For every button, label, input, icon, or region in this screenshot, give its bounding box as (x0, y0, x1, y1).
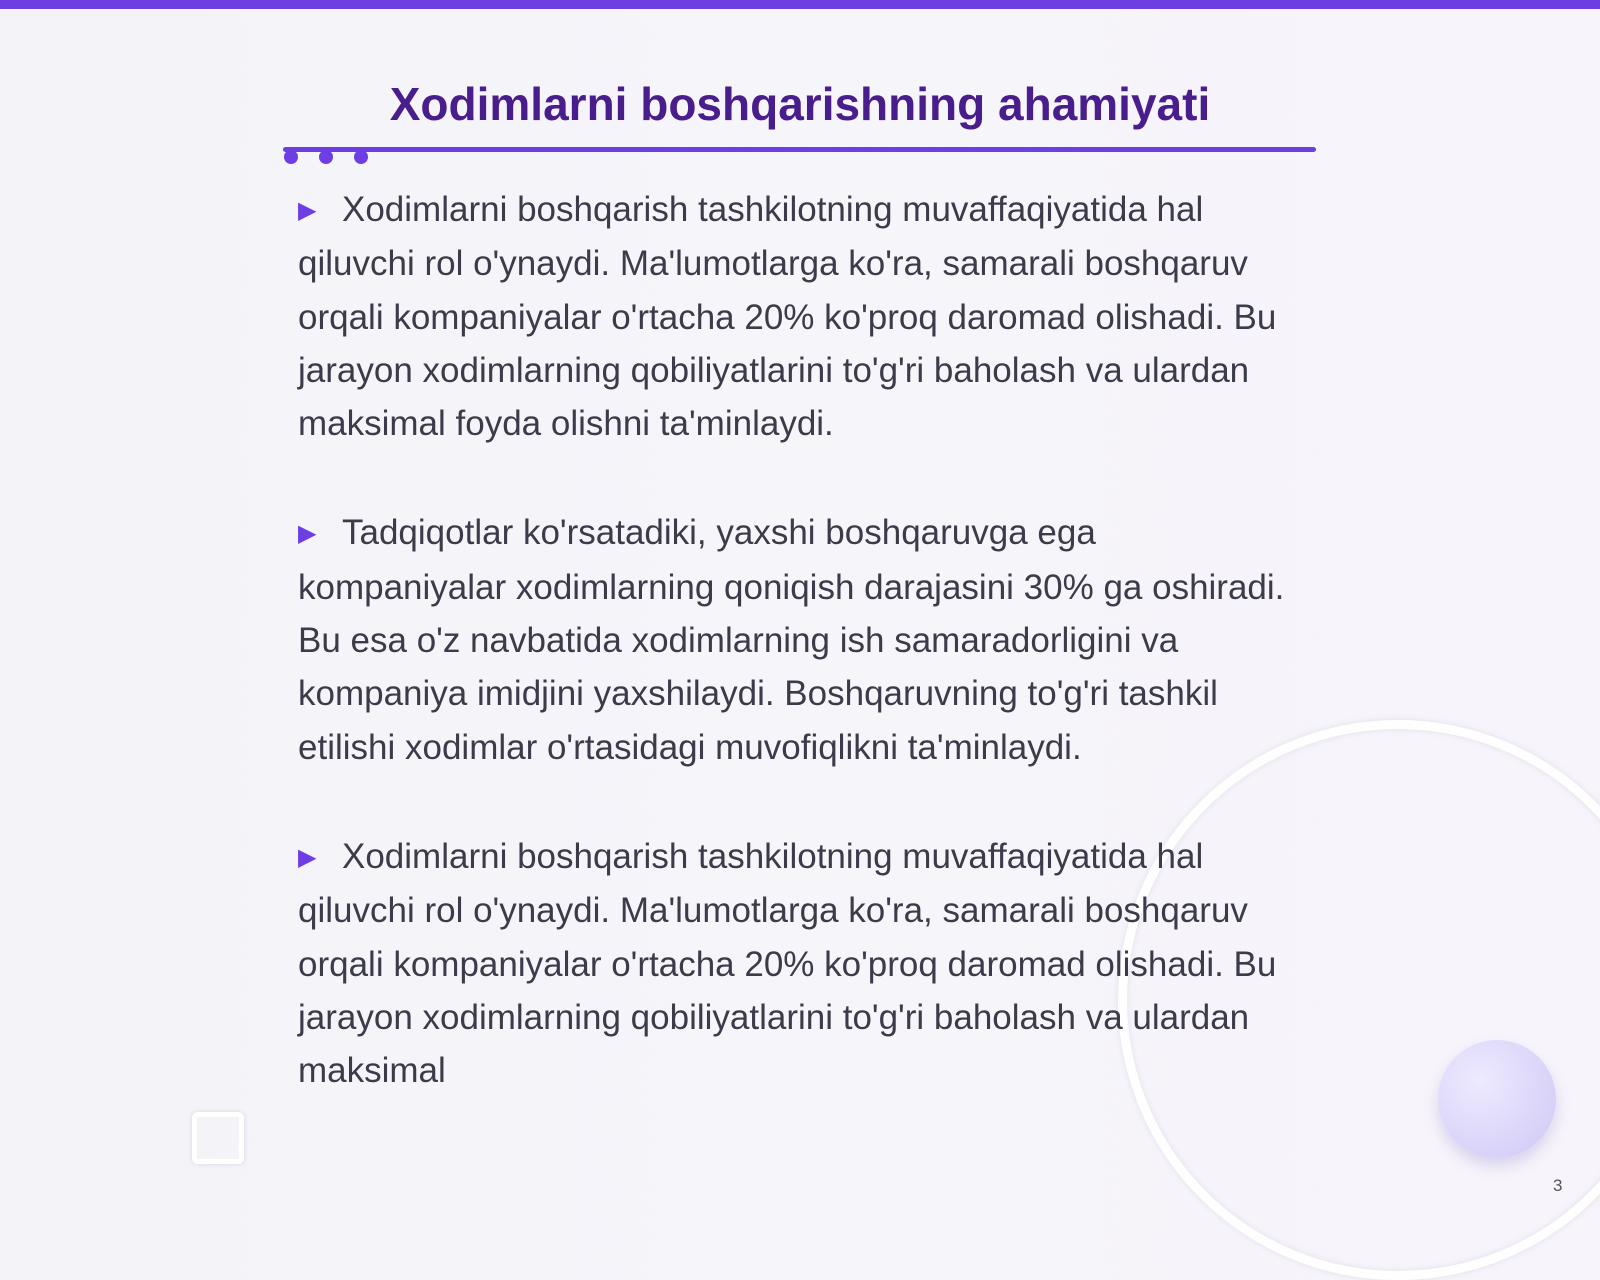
title-underline (283, 147, 1316, 152)
paragraph-text: Tadqiqotlar ko'rsatadiki, yaxshi boshqaruvga ega kompaniyalar xodimlarning qoniqish darajasini 30% ga oshiradi. Bu esa o'z navbatida xodimlarning ish samaradorligini va kompaniya imidjini yaxshilaydi. Boshqaruvning to'g'ri tashkil etilishi xodimlar o'rtasidagi muvofiqlikni ta'minlaydi. (298, 513, 1285, 767)
slide-content (298, 183, 1308, 1153)
title-dot (319, 150, 333, 164)
bullet-paragraph (298, 830, 1308, 1097)
top-accent-bar (0, 0, 1600, 9)
page-number: 3 (1553, 1176, 1563, 1195)
bullet-arrow-icon: ▶ (298, 197, 317, 224)
decorative-square (192, 1112, 244, 1164)
title-dot (284, 150, 298, 164)
paragraph-text: Xodimlarni boshqarish tashkilotning muvaffaqiyatida hal qiluvchi rol o'ynaydi. Ma'lumotlarga ko'ra, samarali boshqaruv orqali kompaniyalar o'rtacha 20% ko'proq daromad olishadi. Bu jarayon xodimlarning qobiliyatlarini to'g'ri baholash va ulardan maksimal (298, 836, 1277, 1091)
bullet-arrow-icon: ▶ (298, 520, 317, 548)
bullet-paragraph (298, 183, 1308, 450)
paragraph-text: Xodimlarni boshqarish tashkilotning muvaffaqiyatida hal qiluvchi rol o'ynaydi. Ma'lumotlarga ko'ra, samarali boshqaruv orqali kompaniyalar o'rtacha 20% ko'proq daromad olishadi. Bu jarayon xodimlarning qobiliyatlarini to'g'ri baholash va ulardan maksimal foyda olishni ta'minlaydi. (298, 190, 1277, 444)
bullet-paragraph (298, 506, 1308, 773)
bullet-arrow-icon: ▶ (298, 843, 317, 871)
decorative-circle (1438, 1040, 1556, 1158)
title-dot (354, 150, 368, 164)
slide-title: Xodimlarni boshqarishning ahamiyati (389, 78, 1211, 130)
